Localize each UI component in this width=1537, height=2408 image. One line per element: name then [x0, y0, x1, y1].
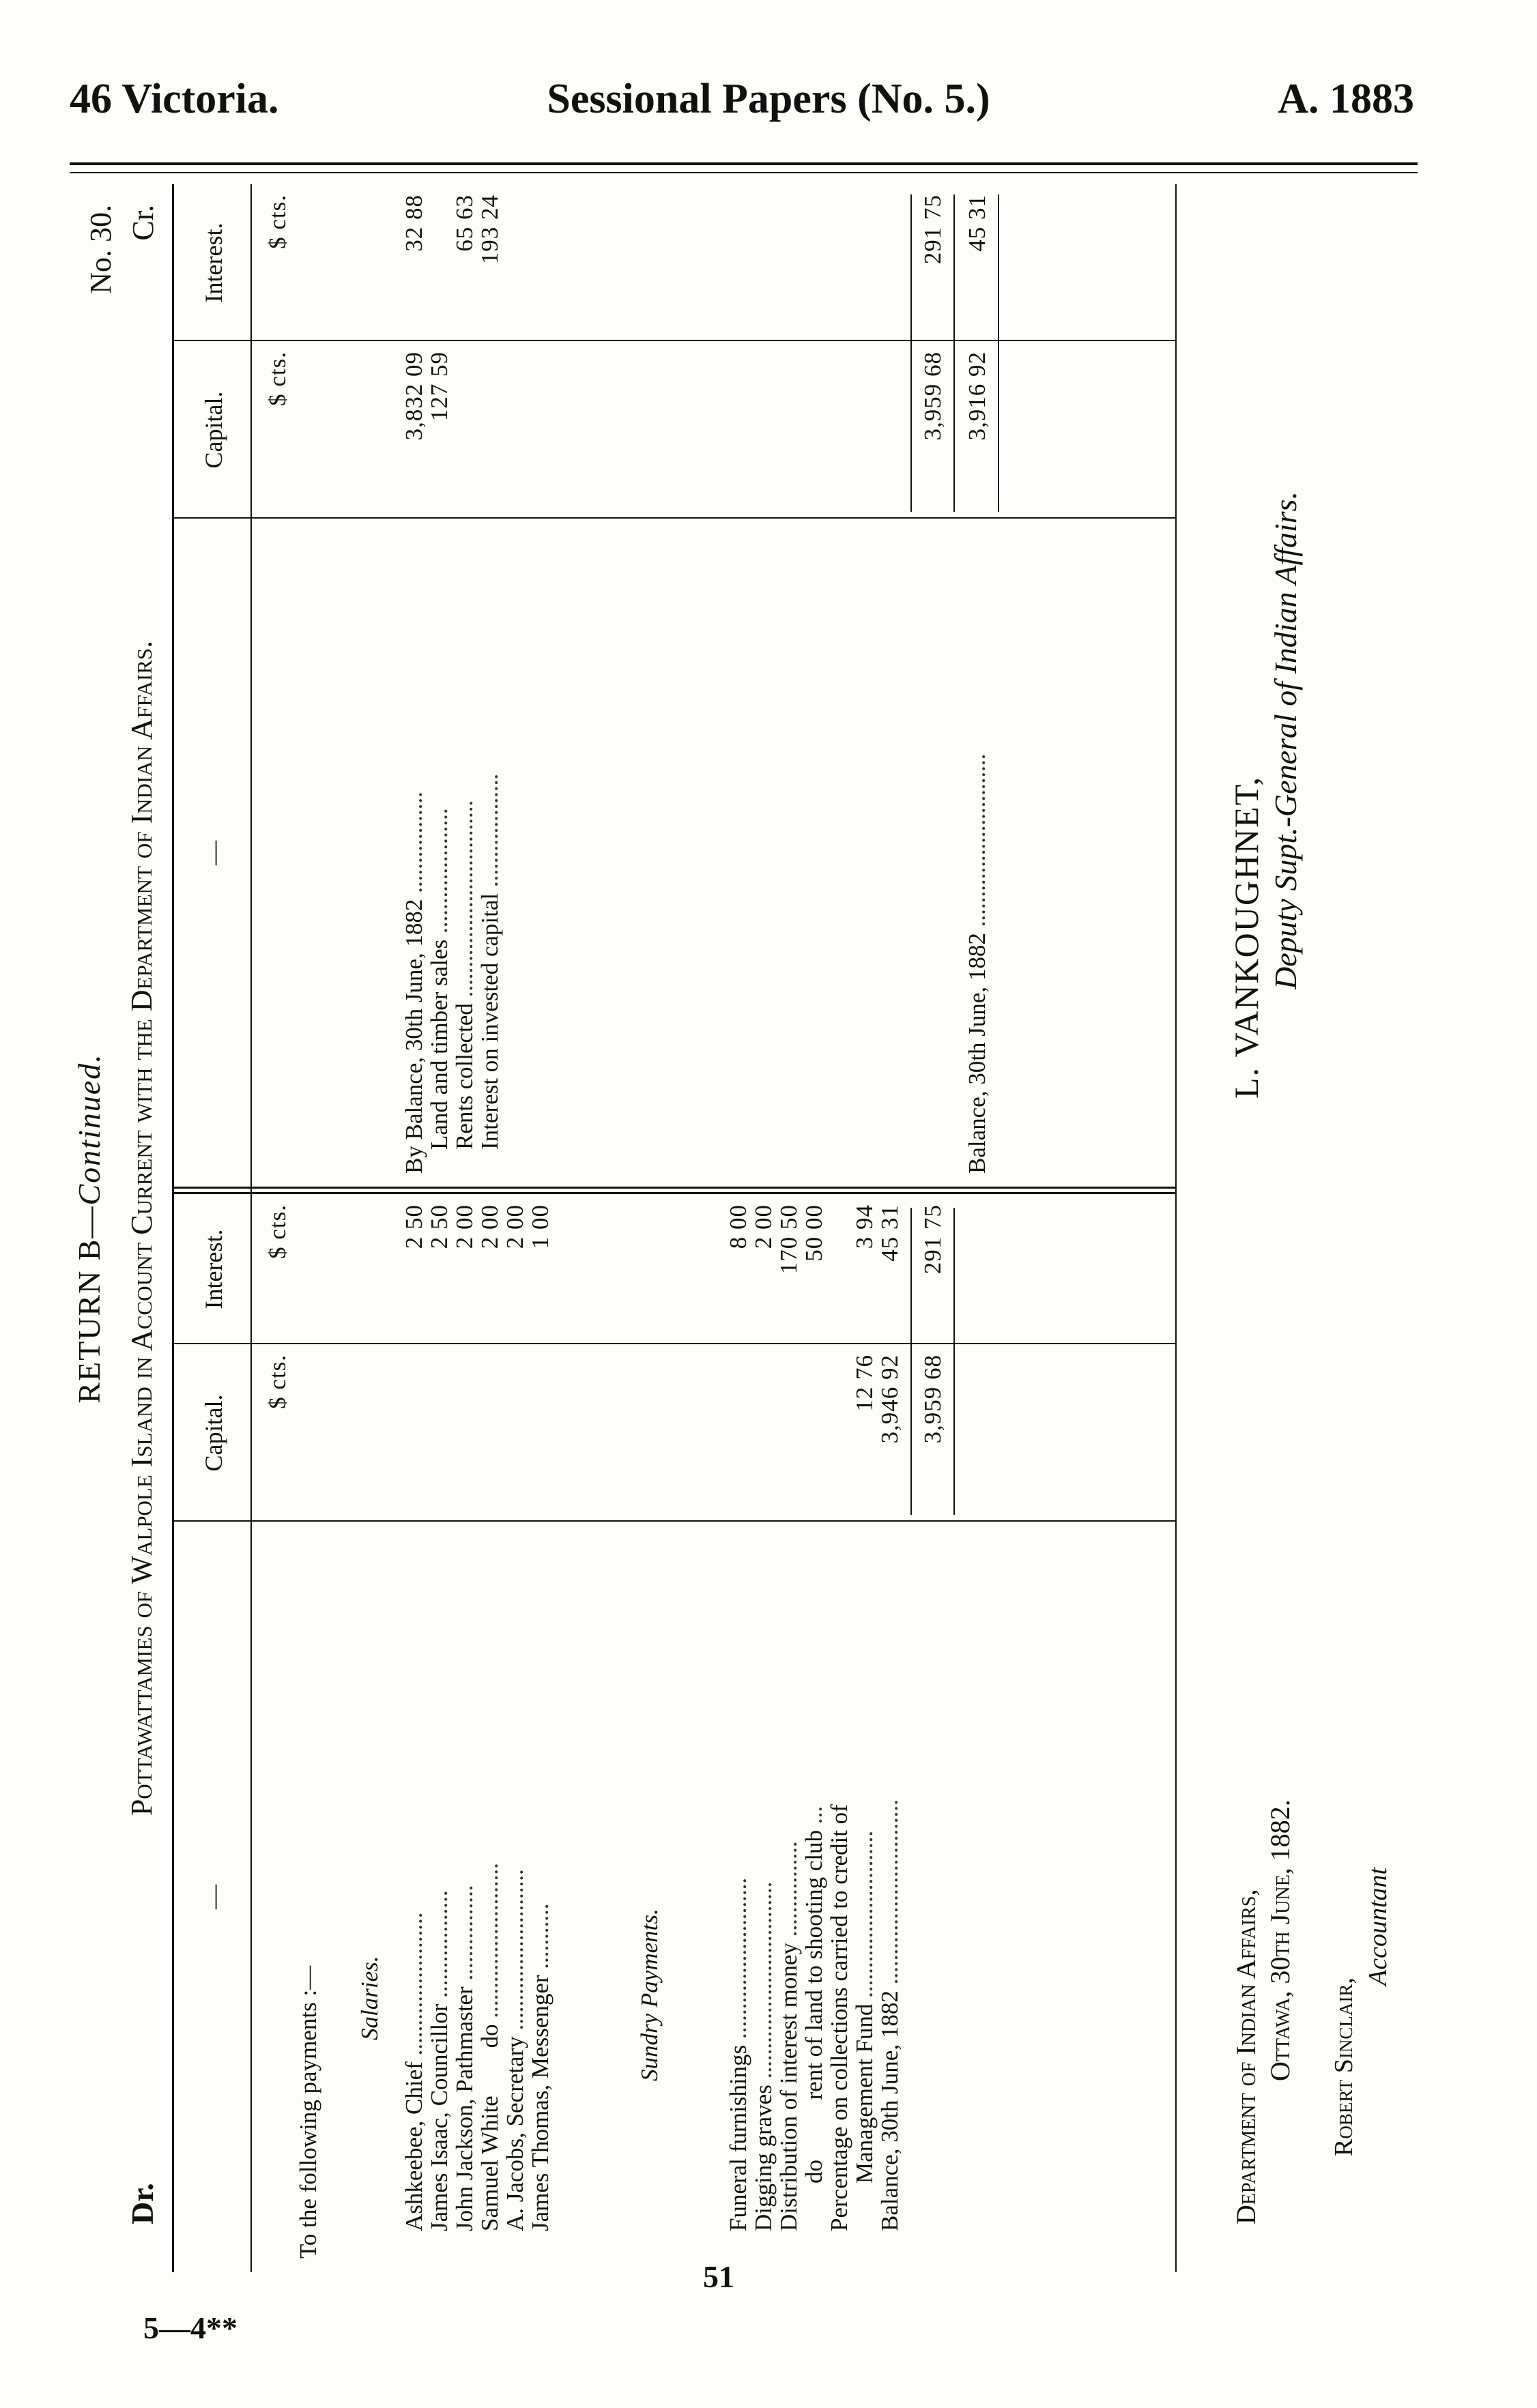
sundry-row: Balance, 30th June, 1882 ............................... [876, 1799, 903, 2231]
salary-interest: 2 50 [426, 1204, 453, 1249]
credit-interest: 32 88 [401, 194, 427, 252]
credit-row: Rents collected ................................. [451, 800, 478, 1174]
return-title [71, 184, 107, 2272]
debit-capital-header: Capital. [200, 1394, 227, 1472]
sundry-heading: Sundry Payments. [636, 1909, 663, 2081]
salary-interest: 1 00 [527, 1204, 554, 1249]
credit-total-capital: 3,959 68 [919, 351, 946, 441]
sundry-row: Management Fund ............................ [851, 1830, 878, 2231]
sundry-interest: 2 00 [750, 1204, 777, 1249]
debit-desc-header: — [200, 1885, 227, 1909]
credit-total-rule-bottom [953, 194, 955, 512]
signatory-title: Deputy Supt.-General of Indian Affairs. [1268, 491, 1303, 989]
table-bottom-rule [1175, 184, 1177, 2272]
credit-row: Interest on invested capital ................... [476, 773, 503, 1174]
credit-desc-header: — [200, 841, 227, 865]
credit-total-rule-top [910, 194, 912, 512]
sundry-interest: 45 31 [876, 1204, 903, 1262]
debit-capital-unit: $ cts. [264, 1354, 291, 1409]
header-left: 46 Victoria. [70, 76, 279, 122]
footer-accountant-name: Robert Sinclair, [1330, 1977, 1358, 2156]
footer-place-date: Ottawa, 30th June, 1882. [1265, 1799, 1295, 2081]
credit-capital-header: Capital. [200, 391, 227, 469]
header-right: A. 1883 [1278, 76, 1414, 122]
col-sep-debit-desc [172, 1520, 1175, 1522]
header-rule-2 [70, 172, 1418, 173]
salary-row: John Jackson, Pathmaster ................ [451, 1885, 478, 2231]
salary-row: James Thomas, Messenger ........... [527, 1903, 554, 2231]
sundry-row: Funeral furnishings ........................... [725, 1877, 751, 2231]
salary-interest: 2 50 [401, 1204, 427, 1249]
table-header-rule [250, 184, 252, 2272]
col-sep-credit-desc [172, 517, 1175, 519]
credit-total-interest: 291 75 [919, 194, 946, 265]
account-title: Pottawattamies of Walpole Island in Account Current with the Department of Indian Affairs. [125, 640, 158, 1816]
credit-interest: 65 63 [451, 194, 478, 252]
credit-capital-unit: $ cts. [264, 351, 291, 406]
rotated-page-content [70, 184, 1431, 2272]
salary-row: A. Jacobs, Secretary ........................... [502, 1869, 528, 2231]
sundry-capital: 3,946 92 [876, 1354, 903, 1444]
salary-row: Ashkeebee, Chief ........................ [401, 1912, 427, 2231]
dr-label: Dr. [125, 2183, 160, 2224]
sundry-interest: 50 00 [801, 1204, 827, 1262]
salaries-heading: Salaries. [356, 1956, 383, 2040]
debit-total-capital: 3,959 68 [919, 1354, 946, 1444]
signatory-name: L. VANKOUGHNET, [1227, 775, 1265, 1099]
table-top-rule [172, 184, 174, 2272]
credit-balance-label: Balance, 30th June, 1882 ............................. [964, 753, 990, 1174]
return-label: RETURN B— [72, 1205, 106, 1404]
footer-accountant-title: Accountant [1364, 1867, 1392, 1986]
salary-interest: 2 00 [476, 1204, 503, 1249]
debit-interest-header: Interest. [200, 1229, 227, 1309]
debit-total-rule-top [910, 1208, 912, 1515]
credit-capital: 127 59 [426, 351, 453, 422]
credit-balance-rule [998, 194, 999, 512]
col-sep-center-2 [172, 1187, 1175, 1189]
debit-total-rule-bottom [953, 1208, 955, 1515]
debit-interest-unit: $ cts. [264, 1204, 291, 1259]
sundry-capital: 12 76 [851, 1354, 878, 1412]
sundry-row: Distribution of interest money ................ [775, 1841, 802, 2231]
page-number: 51 [703, 2259, 734, 2294]
sundry-row: Digging graves ................................. [750, 1881, 777, 2231]
sundry-interest: 170 50 [775, 1204, 802, 1275]
signature-mark: 5—4** [143, 2310, 238, 2345]
return-continued: Continued. [72, 1053, 106, 1206]
salary-row: Samuel White do .......................... [476, 1863, 503, 2231]
sundry-row: Percentage on collections carried to credit of [826, 1804, 852, 2231]
return-number: No. 30. [84, 205, 117, 294]
credit-row: Land and timber sales ..................... [426, 808, 453, 1174]
credit-interest: 193 24 [476, 194, 503, 265]
debit-intro: To the following payments :— [295, 1965, 321, 2259]
cr-label: Cr. [126, 205, 160, 241]
credit-row: By Balance, 30th June, 1882 ................. [401, 792, 427, 1174]
credit-capital: 3,832 09 [401, 351, 427, 441]
salary-row: James Isaac, Councillor .................. [426, 1890, 453, 2231]
salary-interest: 2 00 [502, 1204, 528, 1249]
col-sep-debit-capital [172, 1343, 1175, 1344]
debit-total-interest: 291 75 [919, 1204, 946, 1275]
credit-interest-header: Interest. [200, 222, 227, 303]
salary-interest: 2 00 [451, 1204, 478, 1249]
header-center: Sessional Papers (No. 5.) [547, 76, 990, 122]
credit-interest-unit: $ cts. [264, 194, 291, 249]
col-sep-center-1 [172, 1192, 1175, 1194]
sundry-interest: 3 94 [851, 1204, 878, 1249]
col-sep-credit-capital [172, 340, 1175, 341]
sundry-row: do rent of land to shooting club ... [801, 1805, 827, 2231]
footer-department: Department of Indian Affairs, [1231, 1889, 1261, 2224]
header-rule-1 [70, 162, 1418, 165]
sundry-interest: 8 00 [725, 1204, 751, 1249]
credit-balance-capital: 3,916 92 [964, 351, 990, 441]
credit-balance-interest: 45 31 [964, 194, 990, 252]
